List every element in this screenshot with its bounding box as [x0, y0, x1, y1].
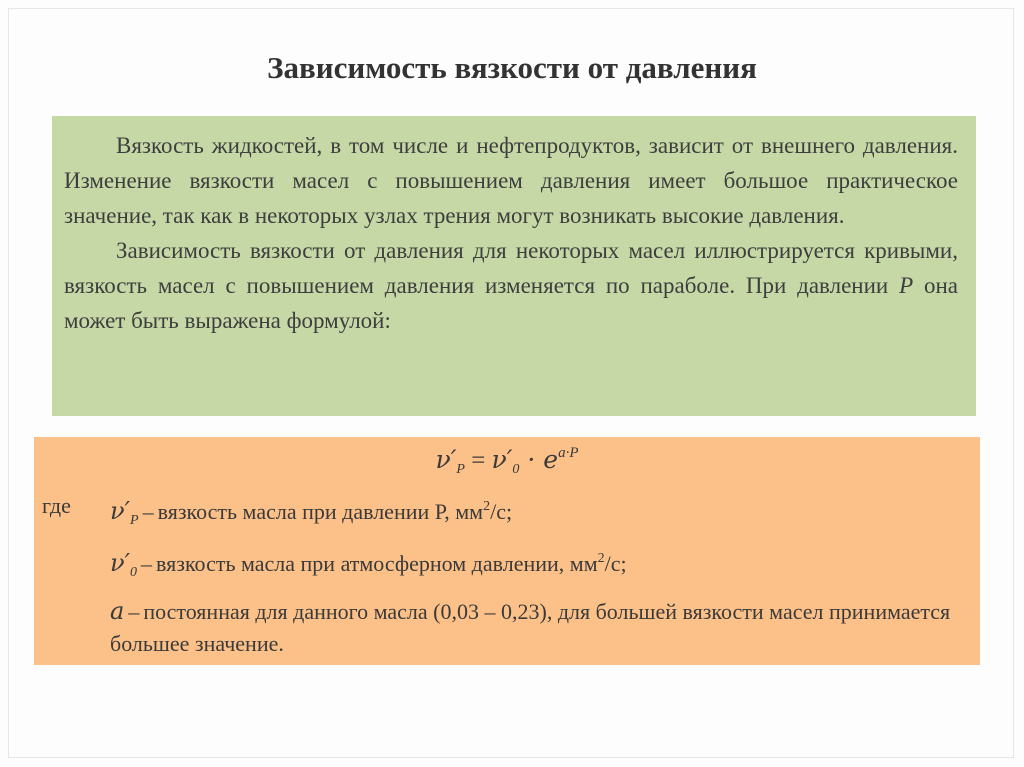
formula-exp-base: · e — [519, 445, 559, 474]
formula-equals: = — [464, 447, 492, 474]
where-label: где — [42, 493, 71, 518]
definition-text: вязкость масла при давлении Р, мм — [157, 499, 484, 524]
definition-symbol: ν′ — [110, 497, 131, 525]
definition-dash: – — [141, 551, 153, 576]
definition-symbol-sub: 0 — [130, 565, 138, 580]
formula-exponent: a·P — [558, 445, 579, 461]
formula-lhs-sub: P — [456, 462, 465, 477]
text-block — [52, 116, 976, 416]
definition-unit-tail: /с; — [490, 499, 513, 524]
definition-unit-sup: 2 — [483, 499, 491, 514]
definition-dash: – — [142, 499, 154, 524]
definition-nu-0 — [110, 543, 627, 589]
definition-nu-p — [110, 491, 512, 537]
formula-rhs-base: ν′ — [491, 445, 513, 474]
formula-rhs-sub: 0 — [512, 462, 520, 477]
definition-unit-sup: 2 — [597, 551, 605, 566]
formula-block — [34, 437, 980, 665]
paragraph-2 — [64, 233, 958, 338]
paragraph-2-text-before: Зависимость вязкости от давления для некоторых масел иллюстрируется кривыми, вязкость масел с повышением давления изменяется по параболе. При давлении — [64, 238, 958, 298]
paragraph-1: Вязкость жидкостей, в том числе и нефтепродуктов, зависит от внешнего давления. Изменение вязкости масел с повышением давления имеет большое практическое значение, так как в некоторых узлах трения могут возникать высокие давления. — [64, 133, 958, 228]
viscosity-formula — [34, 445, 980, 478]
definition-unit-tail: /с; — [604, 551, 627, 576]
slide-title: Зависимость вязкости от давления — [267, 50, 757, 85]
definition-symbol: a — [110, 597, 125, 625]
definition-symbol-sub: P — [130, 513, 139, 528]
definition-symbol: ν′ — [110, 549, 131, 577]
formula-lhs: ν′ — [435, 445, 457, 474]
definition-dash: – — [128, 599, 140, 624]
paragraph-2-text-after: она может быть выражена формулой: — [64, 273, 958, 333]
definition-text: постоянная для данного масла (0,03 – 0,23), для большей вязкости масел принимается большее значение. — [110, 599, 951, 656]
definition-text: вязкость масла при атмосферном давлении, мм — [156, 551, 598, 576]
definition-a — [110, 595, 980, 660]
paragraph-2-variable: P — [899, 273, 914, 298]
